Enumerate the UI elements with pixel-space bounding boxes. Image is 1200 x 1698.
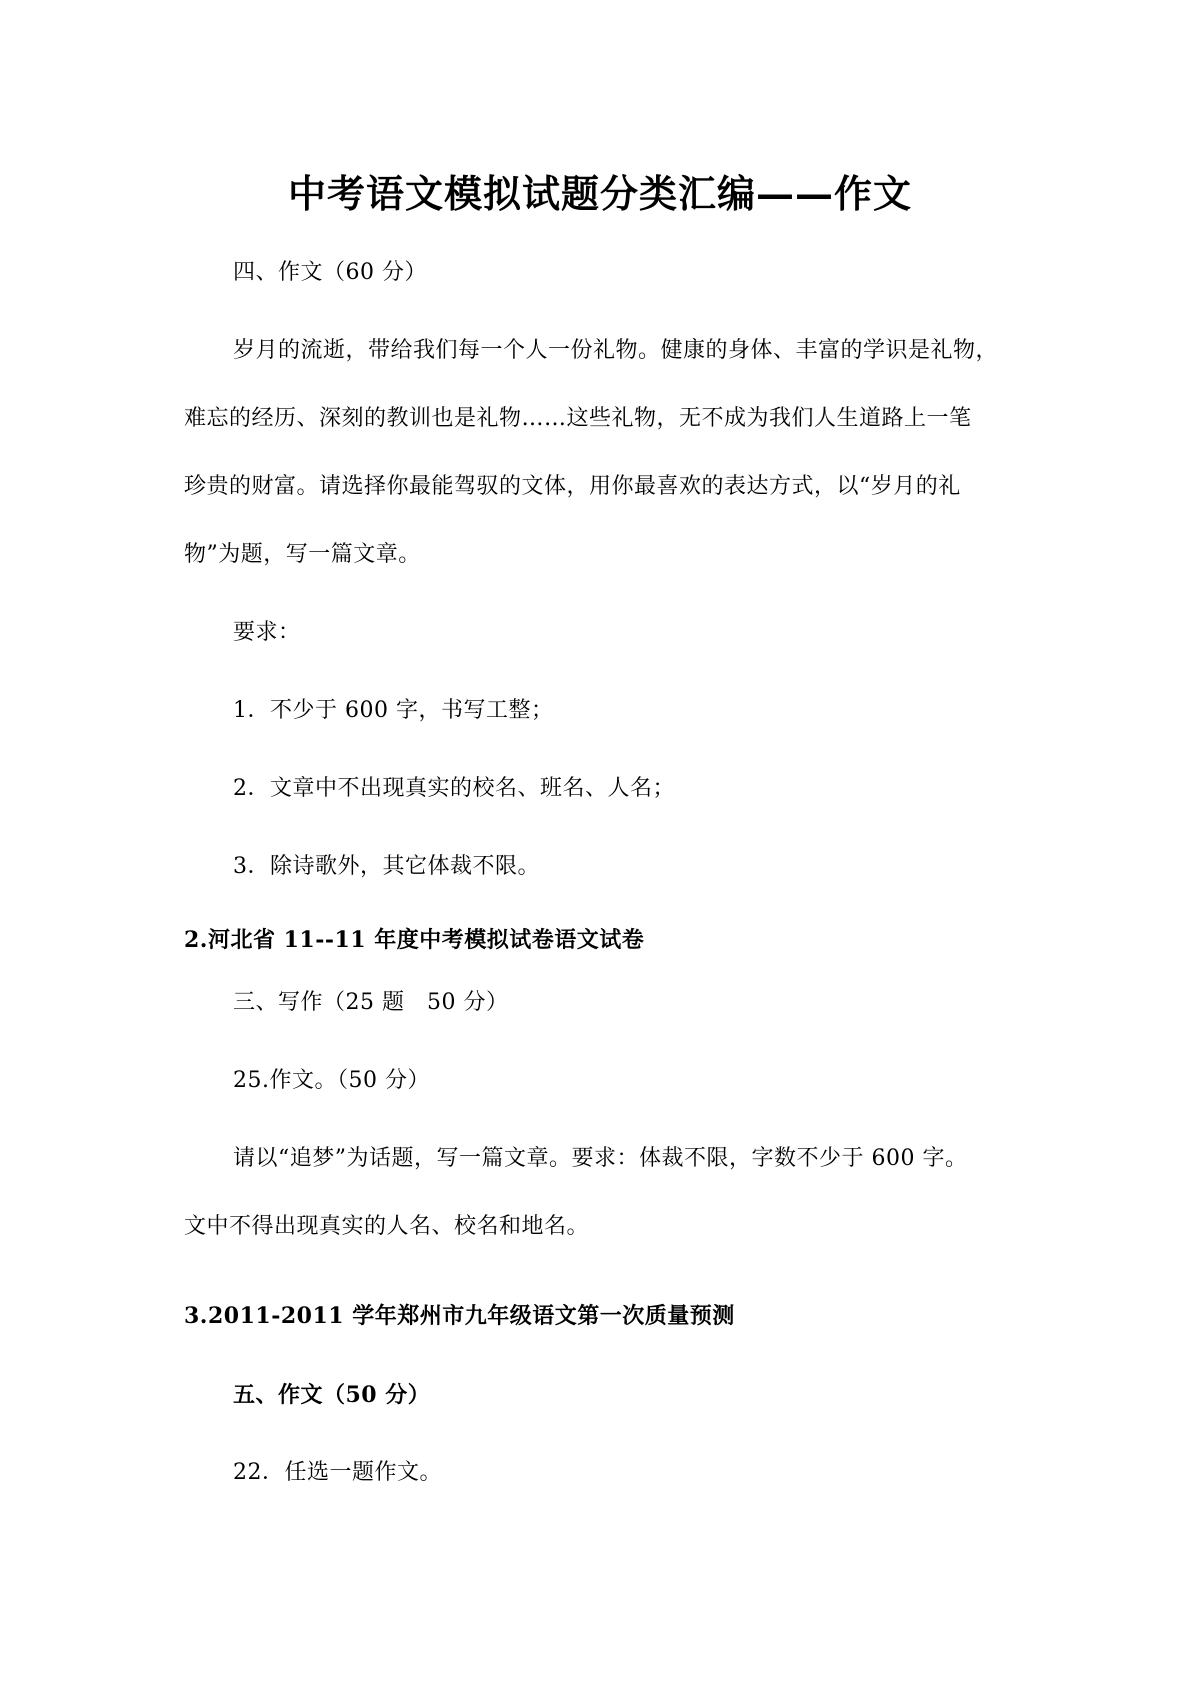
prompt-line: 珍贵的财富。请选择你最能驾驭的文体，用你最喜欢的表达方式，以“岁月的礼 <box>184 474 961 499</box>
source-heading: 3.2011-2011 学年郑州市九年级语文第一次质量预测 <box>184 1303 735 1329</box>
question-line: 22．任选一题作文。 <box>233 1460 442 1485</box>
prompt-line: 物”为题，写一篇文章。 <box>184 542 421 567</box>
prompt-line: 请以“追梦”为话题，写一篇文章。要求：体裁不限，字数不少于 600 字。 <box>233 1146 968 1171</box>
question-line: 25.作文。（50 分） <box>233 1068 430 1093</box>
source-heading: 2.河北省 11--11 年度中考模拟试卷语文试卷 <box>184 927 645 953</box>
section-heading: 五、作文（50 分） <box>233 1382 431 1408</box>
requirement-item: 3．除诗歌外，其它体裁不限。 <box>233 854 540 879</box>
prompt-line: 难忘的经历、深刻的教训也是礼物……这些礼物，无不成为我们人生道路上一笔 <box>184 406 972 431</box>
requirement-item: 2．文章中不出现真实的校名、班名、人名； <box>233 776 675 801</box>
page-title: 中考语文模拟试题分类汇编——作文 <box>287 171 912 216</box>
requirements-label: 要求： <box>233 620 301 645</box>
section-heading: 四、作文（60 分） <box>233 260 427 285</box>
prompt-line: 文中不得出现真实的人名、校名和地名。 <box>184 1214 590 1239</box>
prompt-line: 岁月的流逝，带给我们每一个人一份礼物。健康的身体、丰富的学识是礼物， <box>233 338 999 363</box>
section-heading: 三、写作（25 题 50 分） <box>233 990 509 1015</box>
requirement-item: 1．不少于 600 字，书写工整； <box>233 698 554 723</box>
